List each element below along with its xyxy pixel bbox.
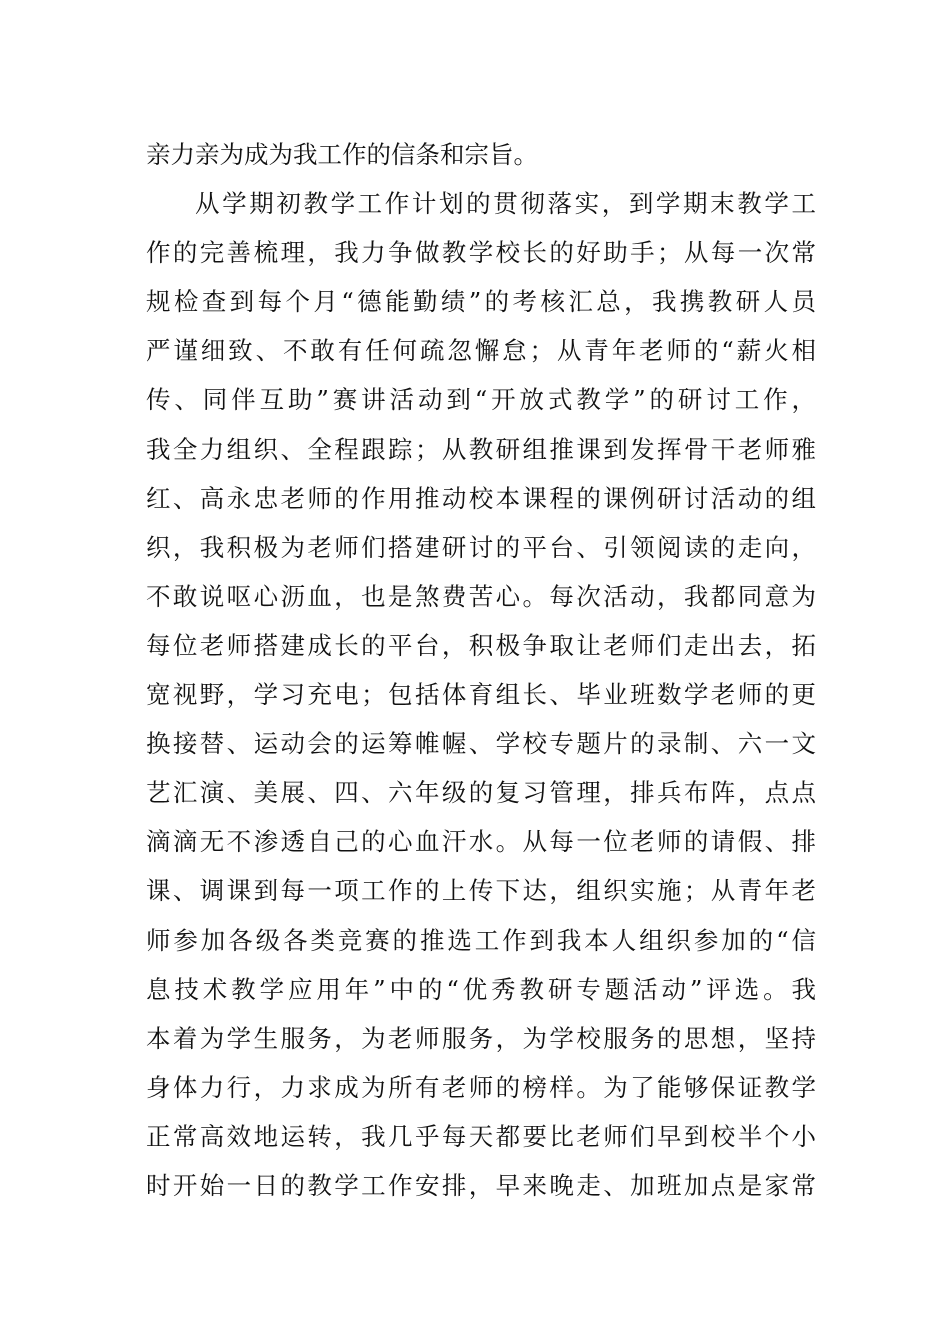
text-line: 本着为学生服务，为老师服务，为学校服务的思想，坚持 [146,1023,816,1053]
text-line: 艺汇演、美展、四、六年级的复习管理，排兵布阵，点点 [146,778,816,808]
text-line: 每位老师搭建成长的平台，积极争取让老师们走出去，拓 [146,630,816,660]
text-line: 师参加各级各类竞赛的推选工作到我本人组织参加的“信 [146,925,816,955]
body-text [146,130,816,1210]
text-line: 正常高效地运转，我几乎每天都要比老师们早到校半个小 [146,1121,816,1151]
text-line: 传、同伴互助”赛讲活动到“开放式教学”的研讨工作， [146,385,816,415]
text-line: 课、调课到每一项工作的上传下达，组织实施；从青年老 [146,876,816,906]
text-line: 我全力组织、全程跟踪；从教研组推课到发挥骨干老师雅 [146,434,816,464]
text-line: 换接替、运动会的运筹帷幄、学校专题片的录制、六一文 [146,729,816,759]
text-line: 息技术教学应用年”中的“优秀教研专题活动”评选。我 [146,974,816,1004]
text-line: 作的完善梳理，我力争做教学校长的好助手；从每一次常 [146,238,816,268]
text-line: 亲力亲为成为我工作的信条和宗旨。 [146,140,538,169]
text-line: 不敢说呕心沥血，也是煞费苦心。每次活动，我都同意为 [146,581,816,611]
text-line: 宽视野，学习充电；包括体育组长、毕业班数学老师的更 [146,680,816,710]
text-line: 织，我积极为老师们搭建研讨的平台、引领阅读的走向， [146,532,816,562]
text-line: 红、高永忠老师的作用推动校本课程的课例研讨活动的组 [146,483,816,513]
paragraph-first-line: 从学期初教学工作计划的贯彻落实，到学期末教学工 [195,189,816,219]
text-line: 严谨细致、不敢有任何疏忽懈怠；从青年老师的“薪火相 [146,336,816,366]
text-line: 规检查到每个月“德能勤绩”的考核汇总，我携教研人员 [146,287,816,317]
text-line: 身体力行，力求成为所有老师的榜样。为了能够保证教学 [146,1072,816,1102]
text-line: 滴滴无不渗透自己的心血汗水。从每一位老师的请假、排 [146,827,816,857]
text-line: 时开始一日的教学工作安排，早来晚走、加班加点是家常 [146,1170,816,1200]
